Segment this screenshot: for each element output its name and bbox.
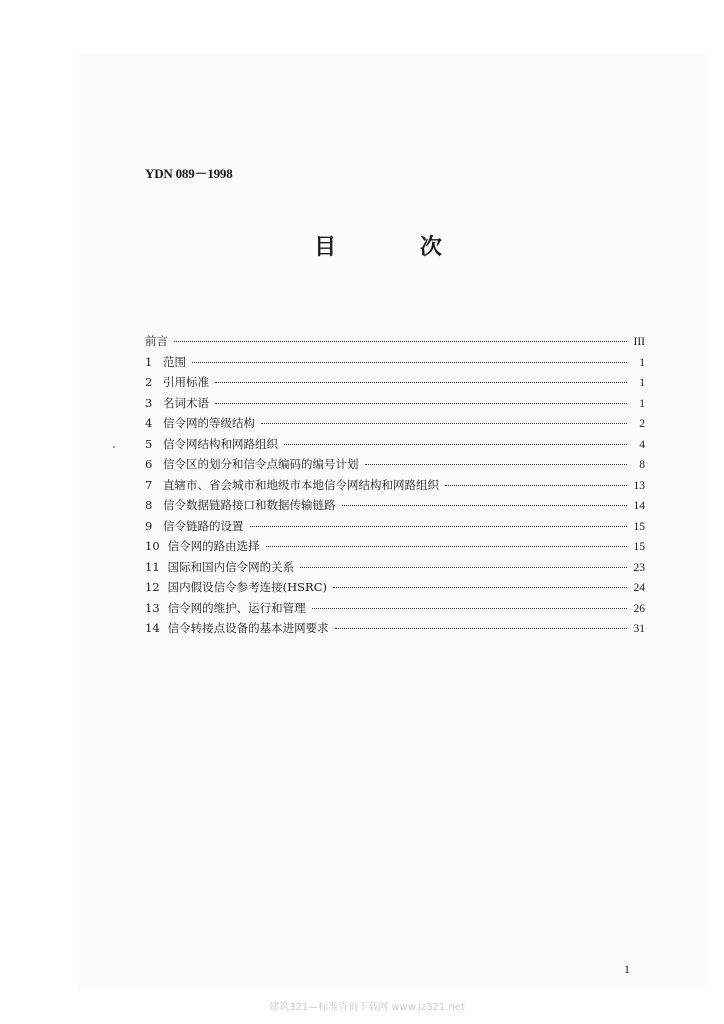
scan-speck — [113, 446, 115, 448]
toc-entry-label: 直辖市、省会城市和地级市本地信令网结构和网路组织 — [163, 477, 439, 492]
toc-leader-dots — [365, 464, 628, 465]
toc-entry-page: 1 — [639, 377, 645, 389]
toc-entry-number: 10 — [145, 539, 160, 553]
document-code: YDN 089－1998 — [145, 166, 233, 181]
toc-entry-number: 9 — [145, 518, 153, 533]
toc-leader-dots — [215, 382, 627, 383]
toc-entry-foreword[interactable] — [145, 333, 645, 354]
toc-entry-12[interactable] — [145, 579, 645, 600]
toc-leader-dots — [333, 587, 627, 588]
toc-entry-number: 4 — [145, 416, 153, 430]
toc-leader-dots — [250, 526, 628, 527]
toc-entry-4[interactable] — [145, 415, 645, 436]
toc-entry-1[interactable] — [145, 354, 645, 375]
toc-leader-dots — [261, 423, 627, 424]
toc-entry-number: 3 — [145, 395, 153, 410]
toc-leader-dots — [174, 341, 627, 342]
toc-entry-page: 4 — [639, 438, 645, 451]
toc-entry-10[interactable] — [145, 538, 645, 559]
toc-leader-dots — [342, 505, 628, 506]
toc-entry-label: 信令数据链路接口和数据传输链路 — [163, 498, 336, 512]
toc-entry-page: 1 — [639, 397, 645, 410]
toc-entry-label: 国内假设信令参考连接(HSRC) — [167, 580, 327, 594]
toc-entry-label: 信令网的等级结构 — [163, 416, 255, 430]
toc-entry-page: 24 — [633, 582, 645, 594]
toc-leader-dots — [266, 546, 627, 547]
toc-entry-number: 13 — [145, 600, 160, 615]
page-number: 1 — [624, 962, 630, 976]
toc-entry-9[interactable] — [145, 518, 645, 539]
toc-leader-dots — [284, 444, 627, 445]
toc-entry-label: 信令网的路由选择 — [167, 539, 260, 553]
toc-leader-dots — [445, 485, 627, 486]
toc-entry-number: 6 — [145, 457, 153, 471]
toc-entry-page: III — [633, 336, 645, 348]
toc-entry-number: 12 — [145, 580, 160, 594]
toc-entry-11[interactable] — [145, 559, 645, 580]
toc-leader-dots — [192, 362, 627, 363]
toc-entry-page: 1 — [639, 356, 645, 369]
toc-entry-page: 8 — [639, 459, 645, 471]
toc-entry-number: 8 — [145, 498, 153, 512]
toc-entry-label: 信令链路的设置 — [163, 518, 244, 533]
toc-entry-2[interactable] — [145, 374, 645, 395]
toc-entry-label: 名词术语 — [163, 395, 209, 410]
toc-entry-3[interactable] — [145, 395, 645, 416]
toc-entry-page: 2 — [639, 418, 645, 430]
toc-leader-dots — [215, 403, 627, 404]
toc-entry-page: 23 — [633, 561, 645, 574]
toc-entry-number: 2 — [145, 375, 153, 389]
toc-entry-label: 信令转接点设备的基本进网要求 — [167, 621, 329, 635]
toc-entry-label: 信令网的维护、运行和管理 — [167, 600, 306, 615]
toc-entry-page: 13 — [633, 479, 645, 492]
toc-entry-label: 前言 — [145, 334, 168, 348]
toc-entry-number: 7 — [145, 477, 153, 492]
toc-entry-page: 15 — [633, 541, 645, 553]
toc-entry-8[interactable] — [145, 497, 645, 518]
page-title: 目 次 — [314, 235, 480, 260]
toc-entry-label: 国际和国内信令网的关系 — [167, 559, 295, 574]
toc-entry-13[interactable] — [145, 600, 645, 621]
toc-entry-page: 31 — [633, 623, 645, 635]
source-watermark: 建筑321—标准查询下载网 www.jz321.net — [269, 1002, 465, 1013]
toc-entry-label: 范围 — [163, 354, 186, 369]
toc-entry-page: 14 — [633, 500, 645, 512]
toc-leader-dots — [335, 628, 627, 629]
toc-entry-5[interactable] — [145, 436, 645, 457]
toc-entry-page: 26 — [633, 602, 645, 615]
table-of-contents — [145, 333, 645, 641]
toc-leader-dots — [300, 567, 627, 568]
toc-entry-number: 14 — [145, 621, 160, 635]
toc-entry-7[interactable] — [145, 477, 645, 498]
toc-leader-dots — [312, 608, 627, 609]
toc-entry-6[interactable] — [145, 456, 645, 477]
toc-entry-14[interactable] — [145, 620, 645, 641]
toc-entry-label: 信令区的划分和信令点编码的编号计划 — [163, 457, 359, 471]
toc-entry-page: 15 — [633, 520, 645, 533]
toc-entry-number: 5 — [145, 436, 153, 451]
toc-entry-label: 信令网结构和网路组织 — [163, 436, 278, 451]
toc-entry-number: 11 — [145, 559, 160, 574]
toc-entry-label: 引用标准 — [163, 375, 209, 389]
toc-entry-number: 1 — [145, 354, 153, 369]
